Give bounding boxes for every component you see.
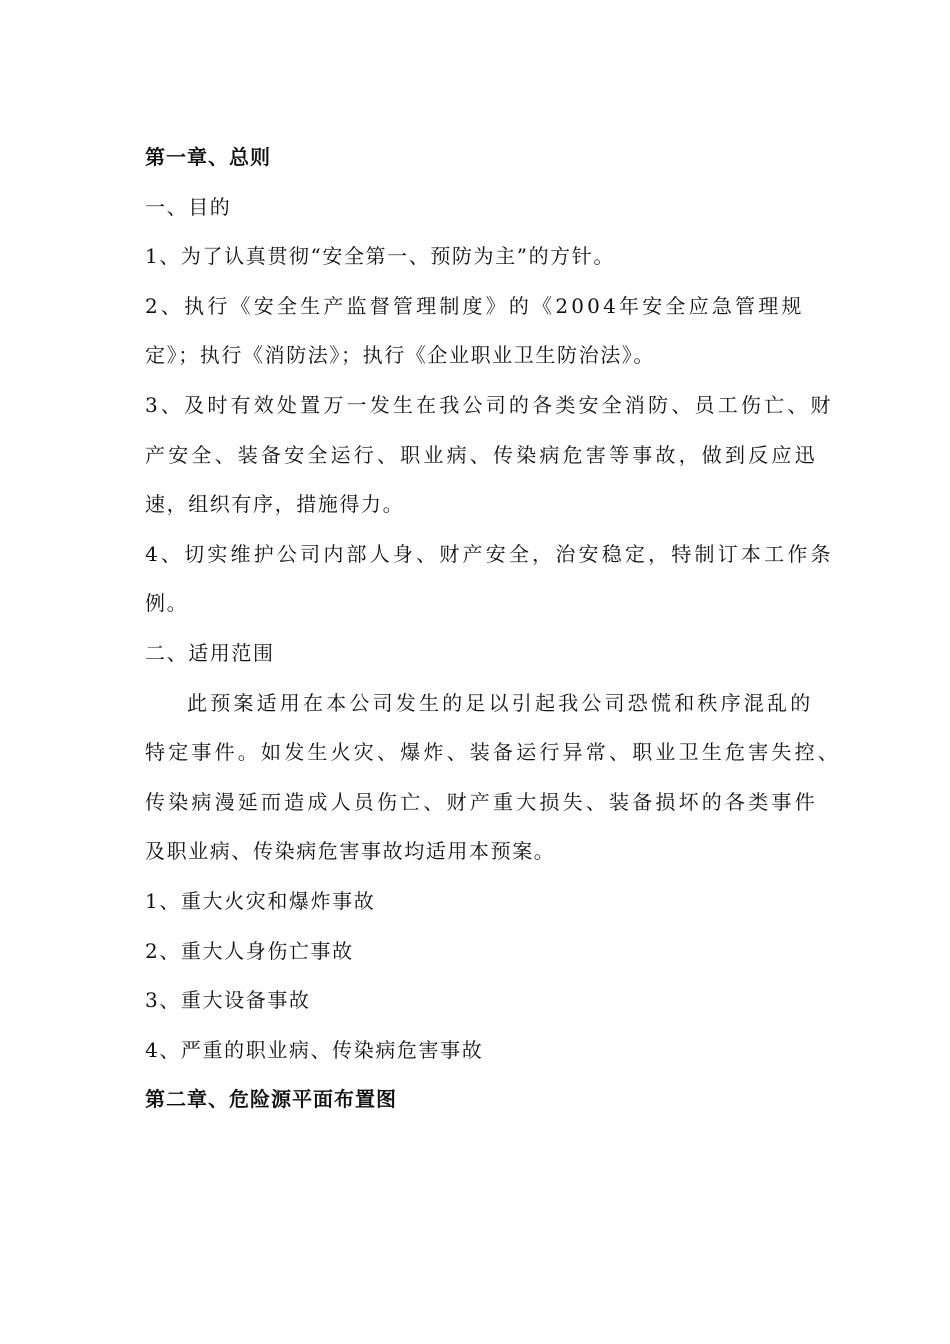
document-body (145, 133, 841, 1125)
section-purpose-title: 一、目的 (145, 194, 232, 219)
purpose-item-4-line-1: 4、切实维护公司内部人身、财产安全，治安稳定，特制订本工作条 (145, 541, 834, 566)
purpose-item-1: 1、为了认真贯彻“安全第一、预防为主”的方针。 (145, 244, 615, 269)
scope-paragraph-line-2: 特定事件。如发生火灾、爆炸、装备运行异常、职业卫生危害失控、 (145, 740, 841, 765)
scope-item-1: 1、重大火灾和爆炸事故 (145, 888, 376, 913)
purpose-item-3-line-3: 速，组织有序，措施得力。 (145, 492, 405, 517)
scope-paragraph-line-3: 传染病漫延而造成人员伤亡、财产重大损失、装备损坏的各类事件 (145, 789, 818, 814)
section-scope-title: 二、适用范围 (145, 640, 275, 665)
scope-paragraph-line-1: 此预案适用在本公司发生的足以引起我公司恐慌和秩序混乱的 (187, 690, 814, 715)
scope-item-4: 4、严重的职业病、传染病危害事故 (145, 1037, 484, 1062)
chapter-2-title: 第二章、危险源平面布置图 (145, 1087, 397, 1112)
scope-paragraph-line-4: 及职业病、传染病危害事故均适用本预案。 (145, 839, 556, 864)
scope-item-3: 3、重大设备事故 (145, 988, 311, 1013)
purpose-item-3-line-1: 3、及时有效处置万一发生在我公司的各类安全消防、员工伤亡、财 (145, 392, 834, 417)
scope-item-2: 2、重大人身伤亡事故 (145, 938, 354, 963)
chapter-1-title: 第一章、总则 (145, 145, 271, 169)
purpose-item-2-line-1: 2、执行《安全生产监督管理制度》的《2004年安全应急管理规 (145, 293, 805, 318)
purpose-item-3-line-2: 产安全、装备安全运行、职业病、传染病危害等事故，做到反应迅 (145, 442, 818, 467)
purpose-item-2-line-2: 定》；执行《消防法》；执行《企业职业卫生防治法》。 (145, 343, 655, 368)
purpose-item-4-line-2: 例。 (145, 591, 189, 616)
